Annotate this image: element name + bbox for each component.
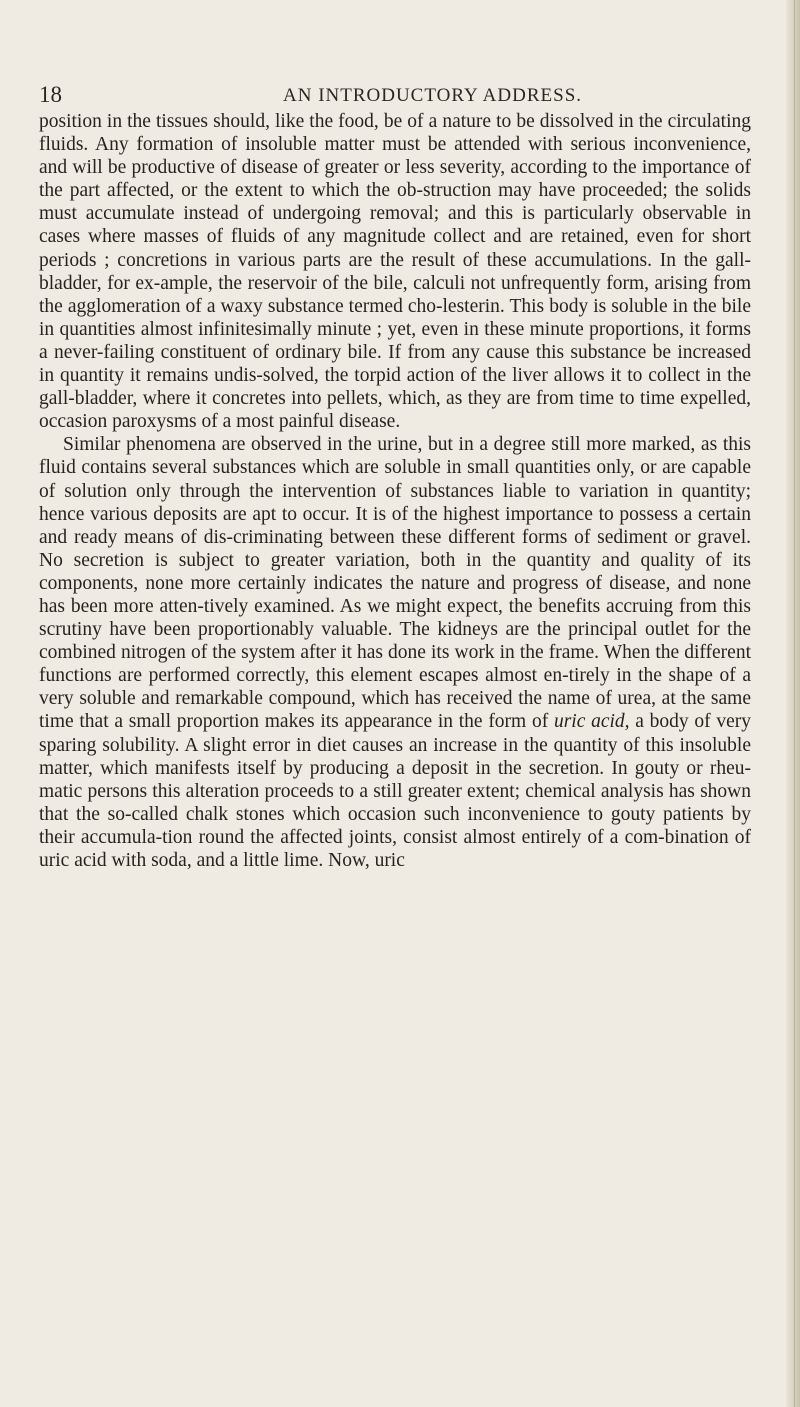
paragraph-urine bbox=[39, 433, 751, 872]
uric-acid-italic: uric acid, bbox=[553, 711, 630, 733]
running-head: AN INTRODUCTORY ADDRESS. bbox=[283, 85, 583, 106]
body-text bbox=[39, 110, 751, 872]
page-header bbox=[39, 80, 739, 114]
paragraph-gall-bladder: position in the tissues should, like the food, be of a nature to be dissolved in the circulating fluids. Any formation of insoluble matter must be attended with serious inconvenience, and will be productive of disease of greater or less severity, according to the importance of the part affected, or the extent to which the ob-struction may have proceeded; the solids must accumulate instead of undergoing removal; and this is particularly observable in cases where masses of fluids of any magnitude collect and are retained, even for short periods ; concretions in various parts are the result of these accumulations. In the gall-bladder, for ex-ample, the reservoir of the bile, calculi not unfrequently form, arising from the agglomeration of a waxy substance termed cho-lesterin. This body is soluble in the bile in quantities almost infinitesimally minute ; yet, even in these minute proportions, it forms a never-failing constituent of ordinary bile. If from any cause this substance be increased in quantity it remains undis-solved, the torpid action of the liver allows it to collect in the gall-bladder, where it concretes into pellets, which, as they are from time to time expelled, occasion paroxysms of a most painful disease. bbox=[39, 111, 751, 433]
paragraph-urine-part-1: Similar phenomena are observed in the urine, but in a degree still more marked, as this fluid contains several substances which are soluble in small quantities only, or are capable of solution only through the intervention of substances liable to variation in quantity; hence various deposits are apt to occur. It is of the highest importance to possess a certain and ready means of dis-criminating between these different forms of sediment or gravel. No secretion is subject to greater variation, both in the quantity and quality of its components, none more certainly indicates the nature and progress of disease, and none has been more atten-tively examined. As we might expect, the benefits accruing from this scrutiny have been proportionably valuable. The kidneys are the principal outlet for the combined nitrogen of the system after it has done its work in the frame. When the different functions are performed correctly, this element escapes almost en-tirely in the shape of a very soluble and remarkable compound, which has received the name of urea, at the same time that a small proportion makes its appearance in the form of bbox=[39, 434, 751, 733]
page-edge-line bbox=[794, 0, 795, 1407]
page-edge bbox=[786, 0, 800, 1407]
page-number: 18 bbox=[39, 82, 62, 107]
paragraph-urine-part-2: a body of very sparing solubility. A slight error in diet causes an increase in the quantity of this insoluble matter, which manifests itself by producing a deposit in the secretion. In gouty or rheu-matic persons this alteration proceeds to a still greater extent; chemical analysis has shown that the so-called chalk stones which occasion such inconvenience to gouty patients by their accumula-tion round the affected joints, consist almost entirely of a com-bination of uric acid with soda, and a little lime. Now, uric bbox=[39, 711, 751, 871]
